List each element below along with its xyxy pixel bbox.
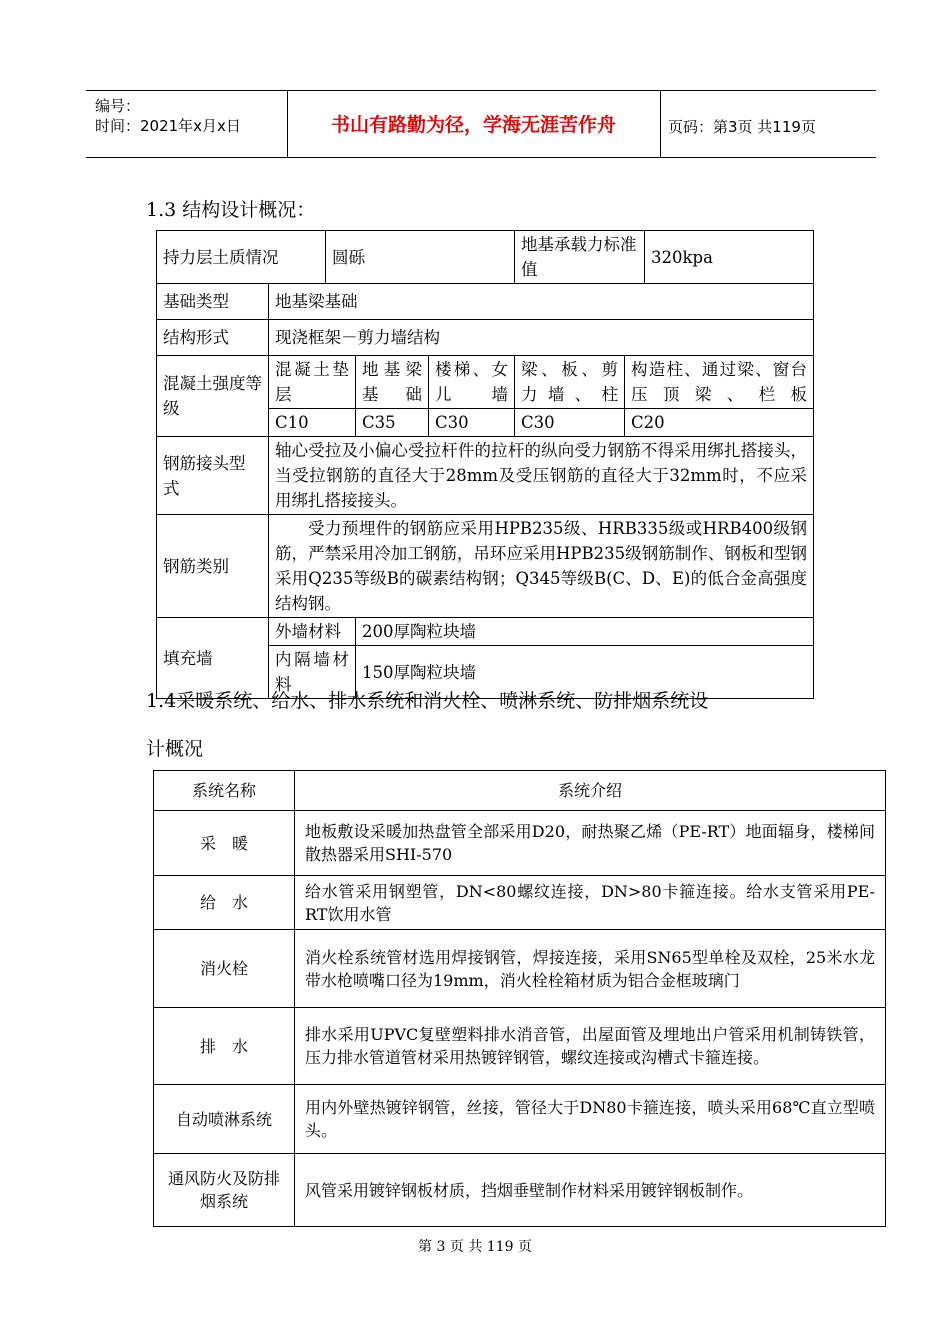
infill-value: 150厚陶粒块墙 xyxy=(356,646,814,699)
rebar-type-label: 钢筋类别 xyxy=(157,515,269,618)
doc-time-label: 时间：2021年x月x日 xyxy=(95,117,241,135)
system-name: 采 暖 xyxy=(154,811,295,876)
infill-value: 200厚陶粒块墙 xyxy=(356,618,814,646)
concrete-grade: C35 xyxy=(356,409,429,437)
rebar-type-value: 受力预埋件的钢筋应采用HPB235级、HRB335级或HRB400级钢筋，严禁采用冷加工钢筋，吊环应采用HPB235级钢筋制作、钢板和型钢采用Q235等级B的碳素结构钢；Q345等级B(C、D、E)的低合金高强度结构钢。 xyxy=(269,515,814,618)
rebar-joint-value: 轴心受拉及小偏心受拉杆件的拉杆的纵向受力钢筋不得采用绑扎搭接头，当受拉钢筋的直径大于28mm及受压钢筋的直径大于32mm时，不应采用绑扎搭接接头。 xyxy=(269,437,814,515)
header-top-rule xyxy=(86,90,876,91)
infill-label: 填充墙 xyxy=(157,618,269,699)
bearing-layer-value: 圆砾 xyxy=(326,231,515,284)
bearing-layer-label: 持力层土质情况 xyxy=(157,231,326,284)
concrete-part: 地基梁基础 xyxy=(356,356,429,409)
structure-design-table xyxy=(156,230,814,699)
bearing-capacity-label: 地基承载力标准值 xyxy=(515,231,645,284)
col-header-name: 系统名称 xyxy=(154,771,295,811)
system-name: 消火栓 xyxy=(154,930,295,1008)
concrete-grade: C30 xyxy=(515,409,625,437)
system-desc: 地板敷设采暖加热盘管全部采用D20，耐热聚乙烯（PE-RT）地面辐身，楼梯间散热器采用SHI-570 xyxy=(295,811,886,876)
system-desc: 排水采用UPVC复壁塑料排水消音管，出屋面管及埋地出户管采用机制铸铁管，压力排水管道管材采用热镀锌钢管，螺纹连接或沟槽式卡箍连接。 xyxy=(295,1008,886,1085)
system-desc: 用内外壁热镀锌钢管，丝接，管径大于DN80卡箍连接，喷头采用68℃直立型喷头。 xyxy=(295,1085,886,1154)
structure-value: 现浇框架－剪力墙结构 xyxy=(269,320,814,356)
infill-name: 外墙材料 xyxy=(269,618,356,646)
system-name: 自动喷淋系统 xyxy=(154,1085,295,1154)
section-1-4-title: 1.4采暖系统、给水、排水系统和消火栓、喷淋系统、防排烟系统设 xyxy=(146,690,709,712)
page-footer: 第 3 页 共 119 页 xyxy=(418,1239,532,1255)
mep-systems-table xyxy=(153,770,886,1227)
foundation-label: 基础类型 xyxy=(157,284,269,320)
system-desc: 消火栓系统管材选用焊接钢管，焊接连接，采用SN65型单栓及双栓，25米水龙带水枪喷嘴口径为19mm，消火栓栓箱材质为铝合金框玻璃门 xyxy=(295,930,886,1008)
foundation-value: 地基梁基础 xyxy=(269,284,814,320)
infill-name: 内隔墙材料 xyxy=(269,646,356,699)
system-desc: 风管采用镀锌钢板材质，挡烟垂壁制作材料采用镀锌钢板制作。 xyxy=(295,1154,886,1227)
doc-number-label: 编号： xyxy=(95,97,141,115)
header-bottom-rule xyxy=(86,157,876,158)
system-name: 通风防火及防排烟系统 xyxy=(154,1154,295,1227)
header-divider xyxy=(660,90,661,157)
system-desc: 给水管采用钢塑管，DN<80螺纹连接，DN>80卡箍连接。给水支管采用PE-RT饮用水管 xyxy=(295,876,886,930)
concrete-grade: C30 xyxy=(429,409,515,437)
concrete-grade-label: 混凝土强度等级 xyxy=(157,356,269,437)
header-page-info: 页码：第3页 共119页 xyxy=(668,118,816,136)
concrete-grade: C20 xyxy=(625,409,814,437)
concrete-part: 楼梯、女儿墙 xyxy=(429,356,515,409)
bearing-capacity-value: 320kpa xyxy=(645,231,814,284)
header-meta xyxy=(95,96,241,136)
section-1-3-title: 1.3 结构设计概况： xyxy=(146,199,316,221)
concrete-part: 梁、板、剪力墙、柱 xyxy=(515,356,625,409)
concrete-grade: C10 xyxy=(269,409,356,437)
header-motto: 书山有路勤为径，学海无涯苦作舟 xyxy=(330,114,616,136)
concrete-part: 混凝土垫层 xyxy=(269,356,356,409)
system-name: 给 水 xyxy=(154,876,295,930)
structure-label: 结构形式 xyxy=(157,320,269,356)
concrete-part: 构造柱、通过梁、窗台压顶梁、栏板 xyxy=(625,356,814,409)
section-1-4-title-cont: 计概况 xyxy=(146,738,204,760)
col-header-desc: 系统介绍 xyxy=(295,771,886,811)
system-name: 排 水 xyxy=(154,1008,295,1085)
rebar-joint-label: 钢筋接头型 式 xyxy=(157,437,269,515)
